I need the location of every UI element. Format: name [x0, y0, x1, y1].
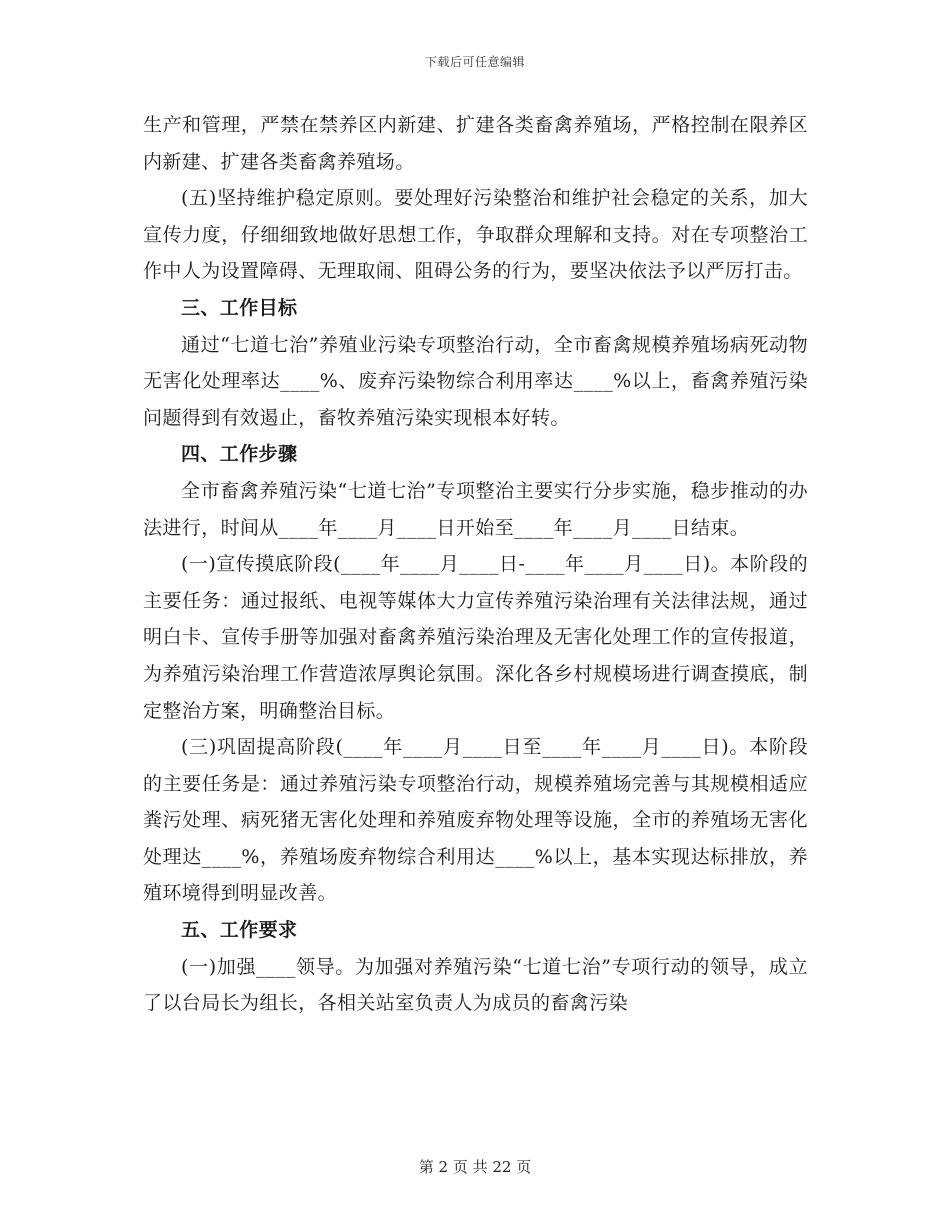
paragraph-leadership: (一)加强____领导。为加强对养殖污染“七道七治”专项行动的领导，成立了以台局长为组长，各相关站室负责人为成员的畜禽污染: [143, 955, 808, 1015]
paragraph-publicity-stage: (一)宣传摸底阶段(____年____月____日-____年____月____日)。本阶段的主要任务：通过报纸、电视等媒体大力宣传养殖污染治理有关法律法规，通过明白卡、宣传手册等加强对畜禽养殖污染治理及无害化处理工作的宣传报道，为养殖污染治理工作营造浓厚舆论氛围。深化各乡村规模场进行调查摸底，制定整治方案，明确整治目标。: [143, 553, 808, 722]
paragraph-continuation: 生产和管理，严禁在禁养区内新建、扩建各类畜禽养殖场，严格控制在限养区内新建、扩建各类畜禽养殖场。: [143, 114, 808, 173]
paragraph-stability-principle: (五)坚持维护稳定原则。要处理好污染整治和维护社会稳定的关系，加大宣传力度，仔细细致地做好思想工作，争取群众理解和支持。对在专项整治工作中人为设置障碍、无理取闹、阻碍公务的行为，要坚决依法予以严厉打击。: [143, 187, 808, 283]
paragraph-work-steps: 全市畜禽养殖污染“七道七治”专项整治主要实行分步实施，稳步推动的办法进行，时间从____年____月____日开始至____年____月____日结束。: [143, 479, 808, 539]
document-body: [143, 107, 808, 1022]
paragraph-consolidation-stage: (三)巩固提高阶段(____年____月____日至____年____月____日)。本阶段的主要任务是：通过养殖污染专项整治行动，规模养殖场完善与其规模相适应粪污处理、病死猪无害化处理和养殖废弃物处理等设施，全市的养殖场无害化处理达____%，养殖场废弃物综合利用达____%以上，基本实现达标排放，养殖环境得到明显改善。: [143, 736, 808, 905]
page-number: 第 2 页 共 22 页: [418, 1158, 532, 1176]
page-header: 下载后可任意编辑: [424, 55, 525, 69]
section-heading-work-steps: 四、工作步骤: [181, 443, 298, 466]
section-heading-work-goals: 三、工作目标: [181, 296, 298, 319]
paragraph-work-goals: 通过“七道七治”养殖业污染专项整治行动，全市畜禽规模养殖场病死动物无害化处理率达____%、废弃污染物综合利用率达____%以上，畜禽养殖污染问题得到有效遏止，畜牧养殖污染实现根本好转。: [143, 333, 808, 429]
section-heading-work-requirements: 五、工作要求: [181, 919, 298, 942]
